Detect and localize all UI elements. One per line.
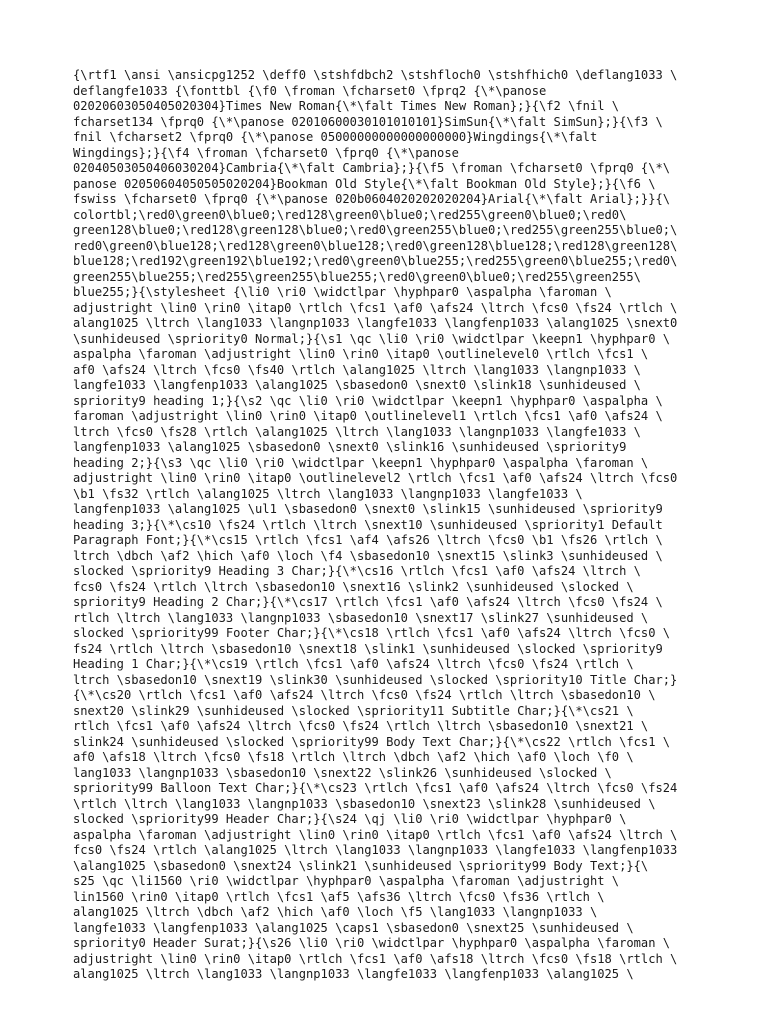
text-line: snext20 \slink29 \sunhideused \slocked \spriority11 Subtitle Char;}{\*\cs21 \ bbox=[73, 703, 634, 718]
text-line: alang1025 \ltrch \lang1033 \langnp1033 \langfe1033 \langfenp1033 \alang1025 \ bbox=[73, 967, 634, 981]
text-line: slocked \spriority99 Header Char;}{\s24 \qj \li0 \ri0 \widctlpar \hyphpar0 \ bbox=[73, 812, 627, 826]
text-line: colortbl;\red0\green0\blue0;\red128\green0\blue0;\red255\green0\blue0;\red0\ bbox=[73, 207, 627, 222]
text-line: fcharset134 \fprq0 {\*\panose 02010600030101010101}SimSun{\*\falt SimSun};}{\f3 \ bbox=[73, 114, 663, 129]
text-line: rtlch \ltrch \lang1033 \langnp1033 \sbasedon10 \snext17 \slink27 \sunhideused \ bbox=[73, 610, 649, 625]
text-line: langfe1033 \langfenp1033 \alang1025 \sbasedon0 \snext0 \slink18 \sunhideused \ bbox=[73, 378, 641, 392]
text-line: heading 2;}{\s3 \qc \li0 \ri0 \widctlpar \keepn1 \hyphpar0 \aspalpha \faroman \ bbox=[73, 455, 649, 470]
text-line: ltrch \dbch \af2 \hich \af0 \loch \f4 \sbasedon10 \snext15 \slink3 \sunhideused \ bbox=[73, 548, 663, 563]
rtf-source-text bbox=[73, 68, 753, 983]
text-line: langfenp1033 \alang1025 \sbasedon0 \snext0 \slink16 \sunhideused \spriority9 bbox=[73, 440, 627, 454]
text-line: faroman \adjustright \lin0 \rin0 \itap0 \outlinelevel1 \rtlch \fcs1 \af0 \afs24 \ bbox=[73, 409, 663, 423]
text-line: spriority0 Header Surat;}{\s26 \li0 \ri0 \widctlpar \hyphpar0 \aspalpha \faroman \ bbox=[73, 936, 671, 950]
text-line: 02040503050406030204}Cambria{\*\falt Cambria};}{\f5 \froman \fcharset0 \fprq0 {\*\ bbox=[73, 161, 671, 175]
text-line: Wingdings};}{\f4 \froman \fcharset0 \fprq0 {\*\panose bbox=[73, 145, 459, 160]
text-line: red0\green0\blue128;\red128\green0\blue128;\red0\green128\blue128;\red128\green128\ bbox=[73, 238, 678, 253]
text-line: Heading 1 Char;}{\*\cs19 \rtlch \fcs1 \af0 \afs24 \ltrch \fcs0 \fs24 \rtlch \ bbox=[73, 657, 634, 671]
text-line: 02020603050405020304}Times New Roman{\*\falt Times New Roman};}{\f2 \fnil \ bbox=[73, 99, 620, 113]
text-line: deflangfe1033 {\fonttbl {\f0 \froman \fcharset0 \fprq2 {\*\panose bbox=[73, 83, 547, 98]
text-line: lang1033 \langnp1033 \sbasedon10 \snext22 \slink26 \sunhideused \slocked \ bbox=[73, 765, 612, 780]
text-line: Paragraph Font;}{\*\cs15 \rtlch \fcs1 \af4 \afs26 \ltrch \fcs0 \b1 \fs26 \rtlch \ bbox=[73, 533, 663, 547]
text-line: spriority99 Balloon Text Char;}{\*\cs23 \rtlch \fcs1 \af0 \afs24 \ltrch \fcs0 \fs24 bbox=[73, 781, 678, 795]
text-line: spriority9 heading 1;}{\s2 \qc \li0 \ri0 \widctlpar \keepn1 \hyphpar0 \aspalpha \ bbox=[73, 393, 663, 408]
text-line: fnil \fcharset2 \fprq0 {\*\panose 05000000000000000000}Wingdings{\*\falt bbox=[73, 130, 598, 144]
text-line: lin1560 \rin0 \itap0 \rtlch \fcs1 \af5 \afs36 \ltrch \fcs0 \fs36 \rtlch \ bbox=[73, 889, 605, 904]
text-line: {\*\cs20 \rtlch \fcs1 \af0 \afs24 \ltrch \fcs0 \fs24 \rtlch \ltrch \sbasedon10 \ bbox=[73, 688, 656, 702]
text-line: af0 \afs24 \ltrch \fcs0 \fs40 \rtlch \alang1025 \ltrch \lang1033 \langnp1033 \ bbox=[73, 362, 641, 377]
text-line: alang1025 \ltrch \lang1033 \langnp1033 \langfe1033 \langfenp1033 \alang1025 \snext0 bbox=[73, 316, 678, 330]
text-line: \alang1025 \sbasedon0 \snext24 \slink21 \sunhideused \spriority99 Body Text;}{\ bbox=[73, 858, 649, 873]
text-line: heading 3;}{\*\cs10 \fs24 \rtlch \ltrch \snext10 \sunhideused \spriority1 Default bbox=[73, 517, 663, 532]
text-line: fcs0 \fs24 \rtlch \ltrch \sbasedon10 \snext16 \slink2 \sunhideused \slocked \ bbox=[73, 579, 634, 594]
text-line: green128\blue0;\red128\green128\blue0;\red0\green255\blue0;\red255\green255\blue0;\ bbox=[73, 223, 678, 237]
text-line: ltrch \fcs0 \fs28 \rtlch \alang1025 \ltrch \lang1033 \langnp1033 \langfe1033 \ bbox=[73, 424, 641, 439]
text-line: rtlch \fcs1 \af0 \afs24 \ltrch \fcs0 \fs24 \rtlch \ltrch \sbasedon10 \snext21 \ bbox=[73, 719, 649, 733]
text-line: aspalpha \faroman \adjustright \lin0 \rin0 \itap0 \outlinelevel0 \rtlch \fcs1 \ bbox=[73, 347, 649, 361]
text-line: adjustright \lin0 \rin0 \itap0 \rtlch \fcs1 \af0 \afs18 \ltrch \fcs0 \fs18 \rtlch \ bbox=[73, 951, 678, 966]
text-line: af0 \afs18 \ltrch \fcs0 \fs18 \rtlch \ltrch \dbch \af2 \hich \af0 \loch \f0 \ bbox=[73, 750, 634, 764]
text-line: fcs0 \fs24 \rtlch \alang1025 \ltrch \lang1033 \langnp1033 \langfe1033 \langfenp1033 bbox=[73, 843, 678, 857]
text-line: slink24 \sunhideused \slocked \spriority99 Body Text Char;}{\*\cs22 \rtlch \fcs1 \ bbox=[73, 734, 671, 749]
text-line: slocked \spriority9 Heading 3 Char;}{\*\cs16 \rtlch \fcs1 \af0 \afs24 \ltrch \ bbox=[73, 564, 641, 578]
text-line: aspalpha \faroman \adjustright \lin0 \rin0 \itap0 \rtlch \fcs1 \af0 \afs24 \ltrch \ bbox=[73, 827, 678, 842]
text-line: green255\blue255;\red255\green255\blue255;\red0\green0\blue0;\red255\green255\ bbox=[73, 269, 641, 284]
text-line: slocked \spriority99 Footer Char;}{\*\cs18 \rtlch \fcs1 \af0 \afs24 \ltrch \fcs0 \ bbox=[73, 626, 671, 640]
text-line: s25 \qc \li1560 \ri0 \widctlpar \hyphpar0 \aspalpha \faroman \adjustright \ bbox=[73, 874, 620, 888]
text-line: {\rtf1 \ansi \ansicpg1252 \deff0 \stshfdbch2 \stshfloch0 \stshfhich0 \deflang1033 \ bbox=[73, 68, 678, 82]
text-line: panose 02050604050505020204}Bookman Old Style{\*\falt Bookman Old Style};}{\f6 \ bbox=[73, 176, 656, 191]
text-line: blue128;\red192\green192\blue192;\red0\green0\blue255;\red255\green0\blue255;\red0\ bbox=[73, 254, 678, 268]
text-line: spriority9 Heading 2 Char;}{\*\cs17 \rtlch \fcs1 \af0 \afs24 \ltrch \fcs0 \fs24 \ bbox=[73, 595, 663, 609]
text-line: langfe1033 \langfenp1033 \alang1025 \caps1 \sbasedon0 \snext25 \sunhideused \ bbox=[73, 920, 634, 935]
text-line: alang1025 \ltrch \dbch \af2 \hich \af0 \loch \f5 \lang1033 \langnp1033 \ bbox=[73, 905, 598, 919]
text-line: \rtlch \ltrch \lang1033 \langnp1033 \sbasedon10 \snext23 \slink28 \sunhideused \ bbox=[73, 796, 656, 811]
text-line: blue255;}{\stylesheet {\li0 \ri0 \widctlpar \hyphpar0 \aspalpha \faroman \ bbox=[73, 285, 612, 299]
text-line: \sunhideused \spriority0 Normal;}{\s1 \qc \li0 \ri0 \widctlpar \keepn1 \hyphpar0 \ bbox=[73, 331, 671, 346]
text-line: ltrch \sbasedon10 \snext19 \slink30 \sunhideused \slocked \spriority10 Title Char;} bbox=[73, 672, 678, 687]
text-line: fs24 \rtlch \ltrch \sbasedon10 \snext18 \slink1 \sunhideused \slocked \spriority9 bbox=[73, 641, 663, 656]
text-line: adjustright \lin0 \rin0 \itap0 \outlinelevel2 \rtlch \fcs1 \af0 \afs24 \ltrch \fcs0 bbox=[73, 471, 678, 485]
text-line: \b1 \fs32 \rtlch \alang1025 \ltrch \lang1033 \langnp1033 \langfe1033 \ bbox=[73, 486, 583, 501]
text-line: fswiss \fcharset0 \fprq0 {\*\panose 020b0604020202020204}Arial{\*\falt Arial};}}{\ bbox=[73, 192, 671, 206]
text-line: adjustright \lin0 \rin0 \itap0 \rtlch \fcs1 \af0 \afs24 \ltrch \fcs0 \fs24 \rtlch \ bbox=[73, 300, 678, 315]
text-line: langfenp1033 \alang1025 \ul1 \sbasedon0 \snext0 \slink15 \sunhideused \spriority9 bbox=[73, 502, 663, 516]
